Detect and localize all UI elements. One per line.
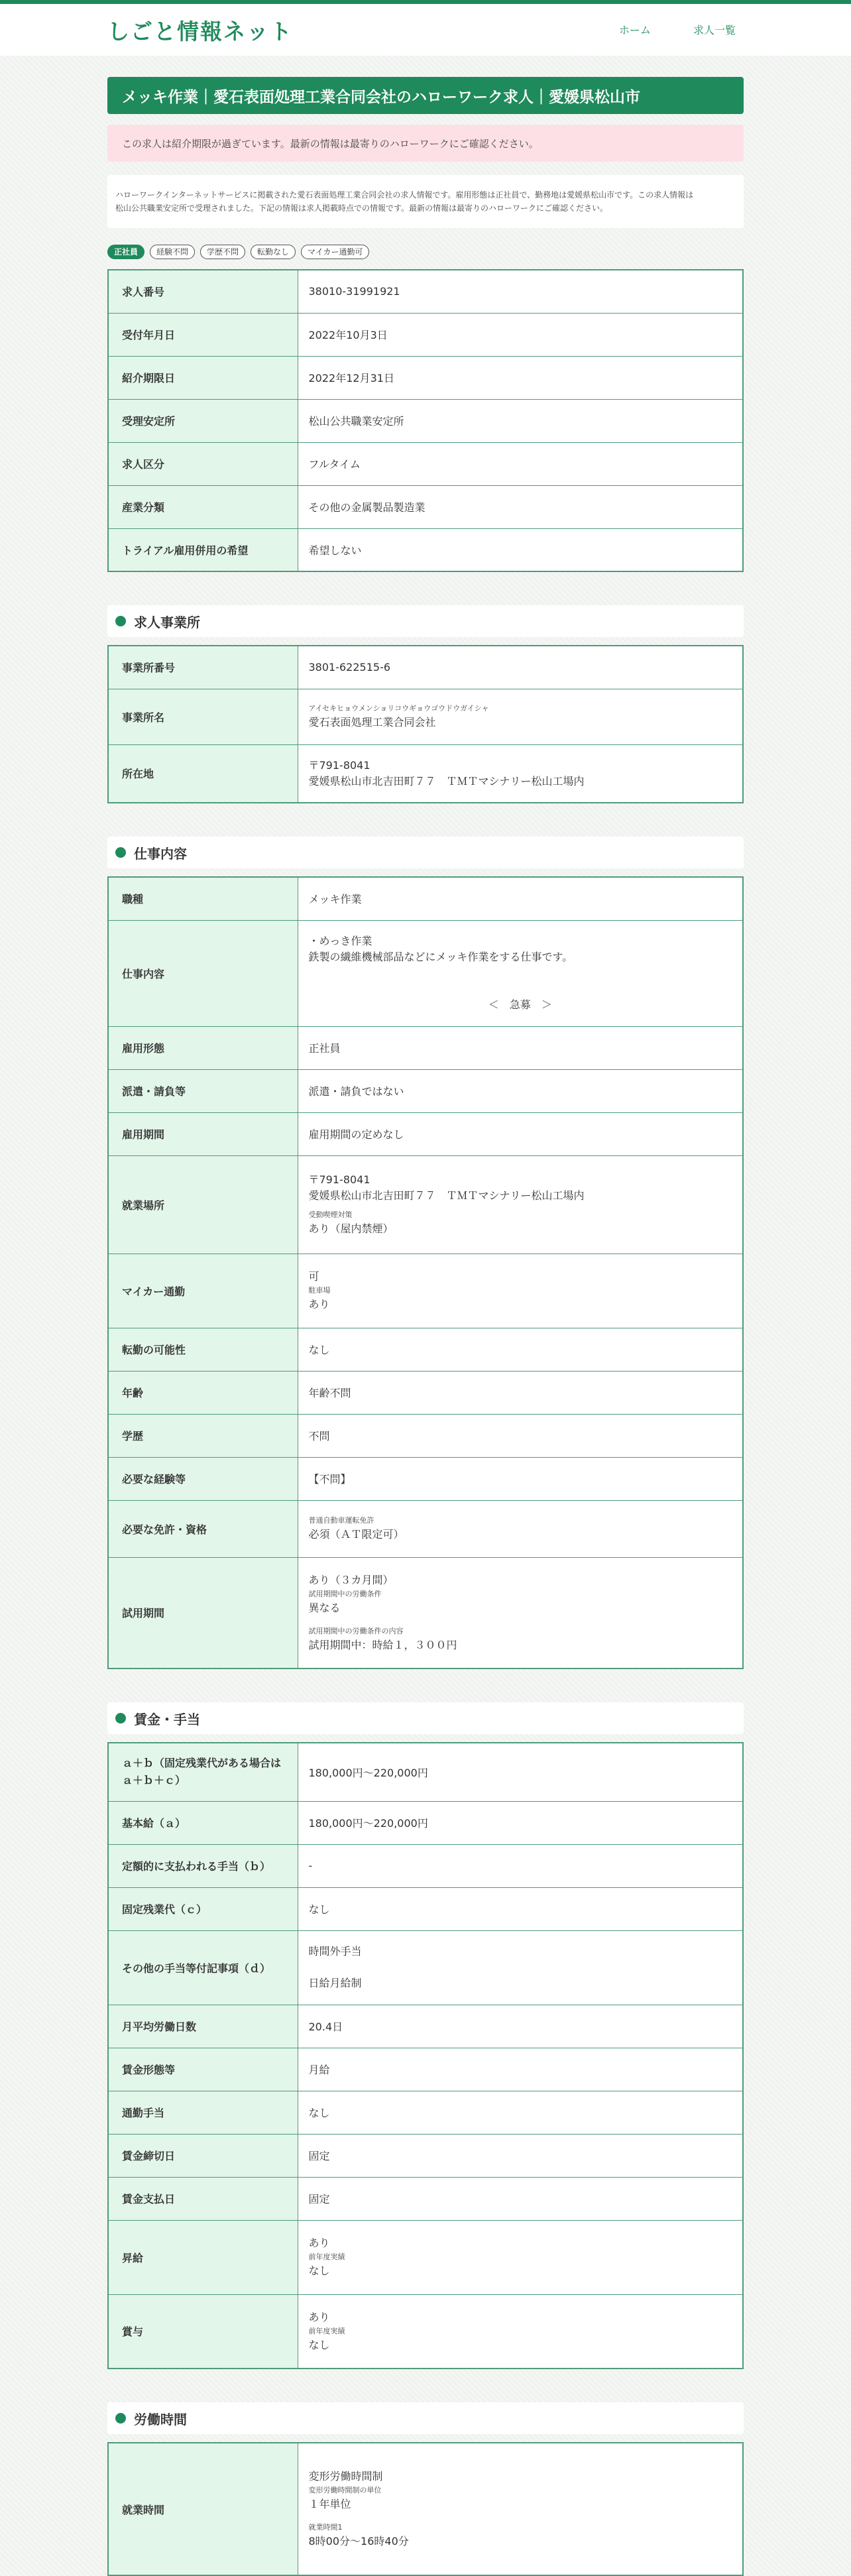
section-dot-icon bbox=[115, 616, 126, 626]
row-label: 事業所番号 bbox=[108, 646, 298, 689]
main-content bbox=[107, 77, 744, 2576]
intro-line: 松山公共職業安定所で受理されました。下記の情報は求人掲載時点での情報です。最新の情報は最寄りのハローワークにご確認ください。 bbox=[115, 204, 608, 213]
row-value bbox=[298, 1254, 743, 1328]
raise-value: あり bbox=[308, 2237, 330, 2249]
car-value: 可 bbox=[308, 1270, 319, 1283]
table-row bbox=[108, 920, 743, 1026]
row-value: 年齢不問 bbox=[298, 1371, 743, 1414]
table-row bbox=[108, 1155, 743, 1254]
main-nav bbox=[611, 19, 744, 41]
table-row bbox=[108, 2177, 743, 2220]
row-value: 希望しない bbox=[298, 528, 743, 571]
row-label: 賃金締切日 bbox=[108, 2134, 298, 2177]
row-label: トライアル雇用併用の希望 bbox=[108, 528, 298, 571]
row-value: メッキ作業 bbox=[298, 877, 743, 920]
row-value: 3801-622515-6 bbox=[298, 646, 743, 689]
table-row bbox=[108, 2005, 743, 2048]
nav-home-link[interactable]: ホーム bbox=[618, 23, 651, 36]
row-label: 通勤手当 bbox=[108, 2091, 298, 2134]
table-row bbox=[108, 1069, 743, 1112]
row-label: 賃金形態等 bbox=[108, 2048, 298, 2091]
bonus-value: あり bbox=[308, 2310, 330, 2323]
table-row bbox=[108, 1743, 743, 1801]
row-label: 就業場所 bbox=[108, 1155, 298, 1254]
section-work-heading bbox=[107, 837, 744, 868]
other-line: 日給月給制 bbox=[308, 1977, 362, 1989]
row-label: 所在地 bbox=[108, 744, 298, 803]
total-label-line: ａ＋ｂ＋ｃ） bbox=[122, 1774, 186, 1787]
table-row bbox=[108, 1414, 743, 1457]
row-value: 2022年10月3日 bbox=[298, 313, 743, 356]
table-row bbox=[108, 1112, 743, 1155]
table-row bbox=[108, 877, 743, 920]
place-address: 愛媛県松山市北吉田町７７ ＴＭＴマシナリー松山工場内 bbox=[308, 1189, 585, 1202]
table-row bbox=[108, 1887, 743, 1930]
bonus-prev-value: なし bbox=[308, 2338, 330, 2351]
hours-system: 変形労働時間制 bbox=[308, 2470, 383, 2483]
row-value bbox=[298, 2443, 743, 2575]
spacer bbox=[309, 965, 732, 997]
row-value: - bbox=[298, 1844, 743, 1887]
table-row bbox=[108, 356, 743, 399]
row-value: 2022年12月31日 bbox=[298, 356, 743, 399]
trial-detail-label: 試用期間中の労働条件の内容 bbox=[308, 1626, 404, 1635]
section-office-heading bbox=[107, 605, 744, 637]
section-dot-icon bbox=[115, 2413, 126, 2424]
row-value bbox=[298, 1500, 743, 1557]
row-label bbox=[108, 1743, 298, 1801]
row-label: 試用期間 bbox=[108, 1557, 298, 1669]
intro-text bbox=[107, 175, 744, 228]
shift-value: 8時00分〜16時40分 bbox=[308, 2535, 409, 2547]
table-row bbox=[108, 1801, 743, 1844]
row-label: 産業分類 bbox=[108, 485, 298, 528]
row-value: フルタイム bbox=[298, 442, 743, 485]
row-label: 仕事内容 bbox=[108, 920, 298, 1026]
row-value bbox=[298, 2294, 743, 2369]
row-value bbox=[298, 1557, 743, 1669]
row-label: 事業所名 bbox=[108, 689, 298, 744]
table-row bbox=[108, 2134, 743, 2177]
trial-cond-value: 異なる bbox=[308, 1601, 341, 1614]
table-row bbox=[108, 646, 743, 689]
hours-unit-label: 変形労働時間制の単位 bbox=[308, 2486, 382, 2494]
row-value: 38010-31991921 bbox=[298, 270, 743, 313]
row-value bbox=[298, 2220, 743, 2294]
row-label: 昇給 bbox=[108, 2220, 298, 2294]
table-row bbox=[108, 2294, 743, 2369]
parking-label: 駐車場 bbox=[308, 1286, 331, 1295]
intro-line: ハローワークインターネットサービスに掲載された愛石表面処理工業合同会社の求人情報です。雇用形態は正社員で、勤務地は愛媛県松山市です。この求人情報は bbox=[115, 190, 694, 200]
section-title: 求人事業所 bbox=[134, 614, 200, 630]
tag-car-commute: マイカー通勤可 bbox=[301, 245, 369, 259]
basic-info-table bbox=[107, 269, 744, 572]
row-label: 必要な免許・資格 bbox=[108, 1500, 298, 1557]
row-label: 求人番号 bbox=[108, 270, 298, 313]
row-label: 受付年月日 bbox=[108, 313, 298, 356]
table-row bbox=[108, 1844, 743, 1887]
site-header bbox=[0, 4, 851, 56]
row-label: 賃金支払日 bbox=[108, 2177, 298, 2220]
site-logo[interactable]: しごと情報ネット bbox=[107, 18, 293, 44]
table-row bbox=[108, 2443, 743, 2575]
row-value: 固定 bbox=[298, 2134, 743, 2177]
row-value: 固定 bbox=[298, 2177, 743, 2220]
table-row bbox=[108, 442, 743, 485]
row-value bbox=[298, 689, 743, 744]
work-content-line: 鉄製の繊維機械部品などにメッキ作業をする仕事です。 bbox=[308, 951, 573, 963]
license-name: 普通自動車運転免許 bbox=[308, 1516, 374, 1525]
table-row bbox=[108, 2091, 743, 2134]
smoking-value: あり（屋内禁煙） bbox=[308, 1222, 394, 1235]
parking-value: あり bbox=[308, 1298, 330, 1311]
section-dot-icon bbox=[115, 847, 126, 858]
row-value: なし bbox=[298, 2091, 743, 2134]
row-label: 就業時間 bbox=[108, 2443, 298, 2575]
row-value: 20.4日 bbox=[298, 2005, 743, 2048]
row-label: 雇用形態 bbox=[108, 1026, 298, 1069]
tag-full-time: 正社員 bbox=[107, 245, 144, 259]
tag-no-education: 学歴不問 bbox=[200, 245, 245, 259]
section-wage-heading bbox=[107, 1702, 744, 1734]
spacer bbox=[309, 1960, 732, 1975]
work-content-line: ・めっき作業 bbox=[308, 935, 372, 947]
wage-table bbox=[107, 1742, 744, 2369]
office-address: 愛媛県松山市北吉田町７７ ＴＭＴマシナリー松山工場内 bbox=[308, 774, 585, 788]
section-hours-heading bbox=[107, 2402, 744, 2434]
table-row bbox=[108, 1026, 743, 1069]
table-row bbox=[108, 744, 743, 803]
row-label: その他の手当等付記事項（ｄ） bbox=[108, 1930, 298, 2005]
table-row bbox=[108, 313, 743, 356]
row-value: 月給 bbox=[298, 2048, 743, 2091]
table-row bbox=[108, 1254, 743, 1328]
row-label: 求人区分 bbox=[108, 442, 298, 485]
row-value: なし bbox=[298, 1887, 743, 1930]
office-name: 愛石表面処理工業合同会社 bbox=[308, 716, 436, 729]
row-label: 派遣・請負等 bbox=[108, 1069, 298, 1112]
license-value: 必須（ＡＴ限定可） bbox=[308, 1528, 404, 1541]
row-label: 基本給（ａ） bbox=[108, 1801, 298, 1844]
other-line: 時間外手当 bbox=[308, 1945, 362, 1958]
table-row bbox=[108, 689, 743, 744]
row-label: 必要な経験等 bbox=[108, 1457, 298, 1500]
row-value: 派遣・請負ではない bbox=[298, 1069, 743, 1112]
row-value bbox=[298, 920, 743, 1026]
row-value: なし bbox=[298, 1328, 743, 1371]
table-row bbox=[108, 1328, 743, 1371]
row-label: 学歴 bbox=[108, 1414, 298, 1457]
table-row bbox=[108, 1930, 743, 2005]
table-row bbox=[108, 2220, 743, 2294]
table-row bbox=[108, 2048, 743, 2091]
raise-prev-label: 前年度実績 bbox=[308, 2253, 345, 2261]
row-label: 固定残業代（ｃ） bbox=[108, 1887, 298, 1930]
trial-detail-value: 試用期間中：時給１，３００円 bbox=[308, 1638, 457, 1651]
section-title: 労働時間 bbox=[134, 2411, 187, 2428]
tag-no-transfer: 転勤なし bbox=[251, 245, 296, 259]
office-name-kana: アイセキヒョウメンショリコウギョウゴウドウガイシャ bbox=[308, 704, 489, 713]
row-label: 月平均労働日数 bbox=[108, 2005, 298, 2048]
table-row bbox=[108, 485, 743, 528]
row-value: 雇用期間の定めなし bbox=[298, 1112, 743, 1155]
expired-warning: この求人は紹介期限が過ぎています。最新の情報は最寄りのハローワークにご確認ください。 bbox=[107, 125, 744, 162]
tag-no-experience: 経験不問 bbox=[150, 245, 195, 259]
table-row bbox=[108, 399, 743, 442]
table-row bbox=[108, 528, 743, 571]
smoking-label: 受動喫煙対策 bbox=[308, 1210, 353, 1219]
trial-value: あり（３カ月間） bbox=[308, 1573, 394, 1586]
table-row bbox=[108, 270, 743, 313]
nav-job-list-link[interactable]: 求人一覧 bbox=[693, 23, 736, 36]
raise-prev-value: なし bbox=[308, 2264, 330, 2277]
bonus-prev-label: 前年度実績 bbox=[308, 2326, 345, 2335]
row-value: 正社員 bbox=[298, 1026, 743, 1069]
hours-unit: １年単位 bbox=[308, 2498, 351, 2510]
row-label: 紹介期限日 bbox=[108, 356, 298, 399]
job-tags bbox=[107, 243, 744, 261]
row-label: マイカー通勤 bbox=[108, 1254, 298, 1328]
row-label: 職種 bbox=[108, 877, 298, 920]
shift-label: 就業時間1 bbox=[308, 2523, 343, 2532]
row-value: 不問 bbox=[298, 1414, 743, 1457]
row-label: 受理安定所 bbox=[108, 399, 298, 442]
row-label: 年齢 bbox=[108, 1371, 298, 1414]
row-value bbox=[298, 744, 743, 803]
row-value: その他の金属製品製造業 bbox=[298, 485, 743, 528]
table-row bbox=[108, 1371, 743, 1414]
hours-table bbox=[107, 2442, 744, 2576]
table-row bbox=[108, 1457, 743, 1500]
section-title: 仕事内容 bbox=[134, 845, 187, 862]
row-value bbox=[298, 1930, 743, 2005]
total-label-line: ａ＋ｂ（固定残業代がある場合は bbox=[122, 1757, 282, 1770]
section-title: 賃金・手当 bbox=[134, 1711, 200, 1727]
work-table bbox=[107, 876, 744, 1669]
row-label: 賞与 bbox=[108, 2294, 298, 2369]
row-label: 定額的に支払われる手当（ｂ） bbox=[108, 1844, 298, 1887]
office-zip: 〒791-8041 bbox=[308, 758, 370, 772]
row-value: 【不問】 bbox=[298, 1457, 743, 1500]
section-dot-icon bbox=[115, 1713, 126, 1724]
row-label: 雇用期間 bbox=[108, 1112, 298, 1155]
office-table bbox=[107, 645, 744, 803]
row-label: 転勤の可能性 bbox=[108, 1328, 298, 1371]
row-value: 180,000円〜220,000円 bbox=[298, 1743, 743, 1801]
table-row bbox=[108, 1557, 743, 1669]
row-value: 松山公共職業安定所 bbox=[298, 399, 743, 442]
urgent-notice: ＜ 急募 ＞ bbox=[488, 998, 552, 1011]
trial-cond-label: 試用期間中の労働条件 bbox=[308, 1589, 382, 1598]
place-zip: 〒791-8041 bbox=[308, 1173, 370, 1186]
row-value bbox=[298, 1155, 743, 1254]
row-value: 180,000円〜220,000円 bbox=[298, 1801, 743, 1844]
table-row bbox=[108, 1500, 743, 1557]
page-title: メッキ作業｜愛石表面処理工業合同会社のハローワーク求人｜愛媛県松山市 bbox=[107, 77, 744, 114]
